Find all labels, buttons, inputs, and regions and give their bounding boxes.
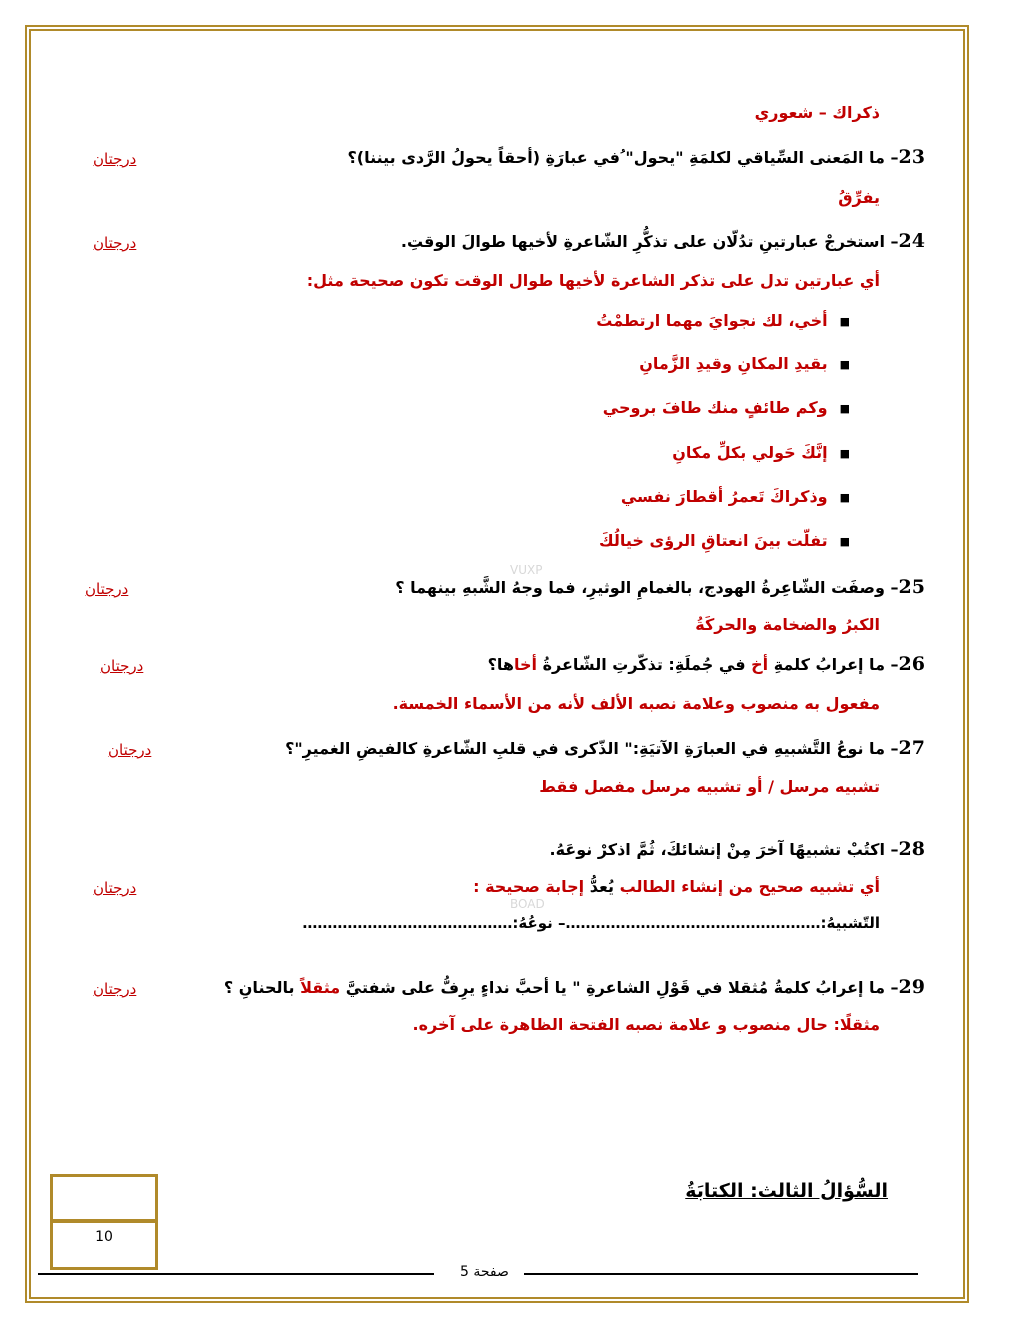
question-number: 28 (898, 838, 925, 860)
answer-28: أي تشبيه صحيح من إنشاء الطالب يُعدُّ إجابة صحيحة : (473, 877, 880, 896)
grade-label: درجتان (93, 980, 137, 998)
question-text: ما المَعنى السِّياقي لكلمَةِ "يحول" ُفي عبارَةِ (أحقاً يحولُ الرَّدى بيننا)؟ (347, 148, 885, 167)
question-text: ما نوعُ التَّشبيهِ في العبارَةِ الآتيَةِ:" الذّكرى في قلبِ الشّاعرةِ كالفيضِ الغميرِ"؟ (285, 739, 885, 758)
question-25: 25– وصفَت الشّاعِرةُ الهودج، بالغمامِ الوثيرِ، فما وجهُ الشَّبهِ بينهما ؟ (395, 576, 925, 598)
bullet-icon: ■ (839, 535, 850, 548)
highlighted-word: مثقلاً (300, 978, 341, 997)
watermark: VUXP (510, 563, 543, 577)
bullet-icon: ■ (839, 402, 850, 415)
question-29: 29– ما إعرابُ كلمةُ مُثقلا في قَوْلِ الشاعرةِ " يا أحبَّ نداءٍ يرِفُّ على شفتيَّ مثقلاً بالحنانِ ؟ (223, 976, 925, 998)
highlighted-word: أخ (751, 655, 769, 674)
grade-label: درجتان (85, 580, 129, 598)
list-item: ■تفلّت بينَ انعتاقِ الرؤى خيالُكَ (598, 531, 850, 550)
score-value: 10 (95, 1229, 113, 1245)
score-box (50, 1174, 158, 1270)
question-number: 23 (898, 146, 925, 168)
question-number: 25 (898, 576, 925, 598)
answer-23: يفرِّقُ (838, 188, 880, 207)
list-item: ■وذكراكَ تَعمرُ أقطارَ نفسي (620, 487, 850, 506)
footer-rule-left (38, 1273, 434, 1275)
list-item: ■بقيدِ المكانِ وقيدِ الزَّمانِ (639, 354, 850, 373)
page-number: صفحة 5 (460, 1264, 509, 1280)
answer-fill-line: التّشبيهُ:……………………………………………– نوعُهُ:…………………………………… (302, 914, 880, 932)
watermark: BOAD (510, 897, 545, 911)
bullet-icon: ■ (839, 447, 850, 460)
question-number: 26 (898, 653, 925, 675)
question-number: 24 (898, 230, 925, 252)
footer-rule-right (524, 1273, 918, 1275)
list-item: ■وكم طائفٍ منك طافَ بروحي (602, 398, 850, 417)
question-26: 26– ما إعرابُ كلمةِ أخ في جُملَةِ: تذكّرتِ الشّاعرةُ أخاها؟ (487, 653, 925, 675)
question-number: 27 (898, 737, 925, 759)
grade-label: درجتان (93, 150, 137, 168)
list-item: ■أخي، لك نجوايَ مهما ارتطمْتُ (596, 311, 850, 330)
answer-26: مفعول به منصوب وعلامة نصبه الألف لأنه من الأسماء الخمسة. (392, 694, 880, 713)
score-divider (53, 1219, 155, 1223)
grade-label: درجتان (93, 234, 137, 252)
bullet-icon: ■ (839, 358, 850, 371)
question-number: 29 (898, 976, 925, 998)
answer-25: الكبرُ والضخامة والحركَةُ (695, 615, 880, 634)
question-text: اكتُبْ تشبيهًا آخرَ مِنْ إنشائكَ، ثُمَّ اذكرْ نوعَهُ. (549, 840, 885, 859)
question-24: 24– استخرجْ عبارتينِ تدُلّان على تذكُّرِ الشّاعرةِ لأخيها طوالَ الوقتِ. (400, 230, 925, 252)
answer-29: مثقلًا: حال منصوب و علامة نصبه الفتحة الظاهرة على آخره. (412, 1015, 880, 1034)
grade-label: درجتان (108, 741, 152, 759)
question-27: 27– ما نوعُ التَّشبيهِ في العبارَةِ الآتيَةِ:" الذّكرى في قلبِ الشّاعرةِ كالفيضِ الغميرِ"؟ (285, 737, 925, 759)
list-item: ■إنَّكَ حَولي بكلِّ مكانِ (672, 443, 850, 462)
highlighted-word: أخا (513, 655, 537, 674)
section-title: السُّؤالُ الثالث: الكتابَةُ (685, 1180, 888, 1202)
answer-24-intro: أي عبارتين تدل على تذكر الشاعرة لأخيها طوال الوقت تكون صحيحة مثل: (306, 271, 880, 290)
grade-label: درجتان (93, 879, 137, 897)
bullet-icon: ■ (839, 491, 850, 504)
grade-label: درجتان (100, 657, 144, 675)
question-text: استخرجْ عبارتينِ تدُلّان على تذكُّرِ الشّاعرةِ لأخيها طوالَ الوقتِ. (400, 232, 885, 251)
answer-22: ذكراك – شعوري (754, 103, 880, 122)
question-28: 28– اكتُبْ تشبيهًا آخرَ مِنْ إنشائكَ، ثُمَّ اذكرْ نوعَهُ. (549, 838, 925, 860)
answer-27: تشبيه مرسل / أو تشبيه مرسل مفصل فقط (539, 777, 880, 796)
question-text: وصفَت الشّاعِرةُ الهودج، بالغمامِ الوثيرِ، فما وجهُ الشَّبهِ بينهما ؟ (395, 578, 885, 597)
question-23: 23– ما المَعنى السِّياقي لكلمَةِ "يحول" ُفي عبارَةِ (أحقاً يحولُ الرَّدى بيننا)؟ (347, 146, 925, 168)
bullet-icon: ■ (839, 315, 850, 328)
